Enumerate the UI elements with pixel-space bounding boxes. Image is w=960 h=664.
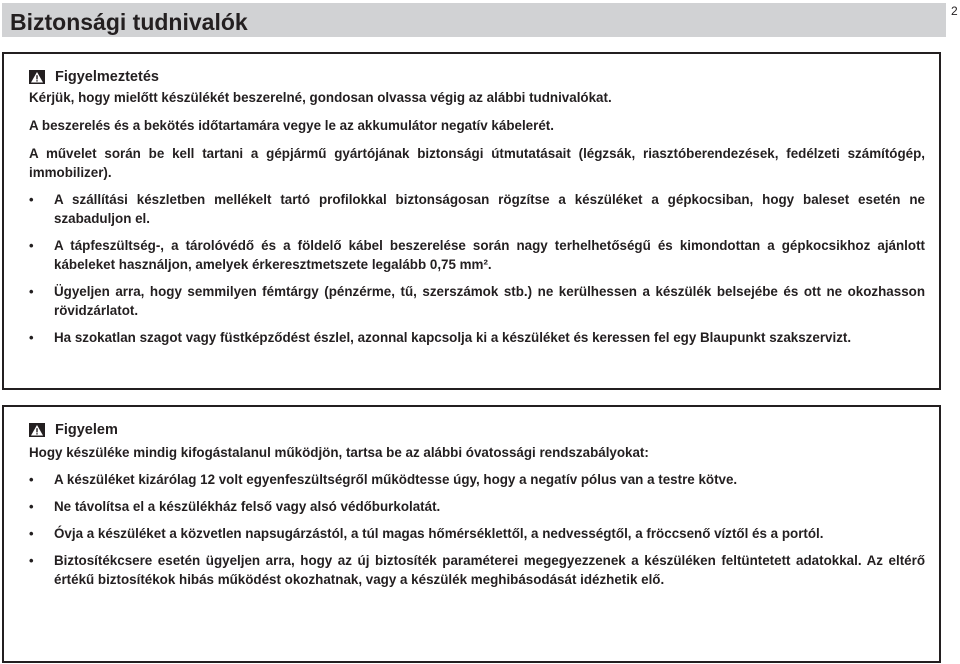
warning-bullet-item: • Ügyeljen arra, hogy semmilyen fémtárgy (pénzérme, tű, szerszámok stb.) ne kerülhessen a készülék belsejébe és ott ne okozhasson rövidzárlatot. <box>29 282 925 320</box>
warning-intro-1: Kérjük, hogy mielőtt készülékét beszerelné, gondosan olvassa végig az alábbi tudnivalókat. <box>29 90 612 105</box>
caution-heading-text: Figyelem <box>55 422 118 438</box>
warning-bullet-list <box>29 190 925 347</box>
header-bar <box>2 3 946 37</box>
warning-heading-text: Figyelmeztetés <box>55 69 159 85</box>
warning-triangle-icon <box>29 423 45 437</box>
caution-box <box>2 405 941 663</box>
caution-bullet-item: • Ne távolítsa el a készülékház felső vagy alsó védőburkolatát. <box>29 497 925 516</box>
caution-bullet-item: • Óvja a készüléket a közvetlen napsugárzástól, a túl magas hőmérséklettől, a nedvességtől, a fröccsenő víztől és a portól. <box>29 524 925 543</box>
warning-bullet-item: • A szállítási készletben mellékelt tartó profilokkal biztonságosan rögzítse a készüléket a gépkocsiban, hogy baleset esetén ne szabaduljon el. <box>29 190 925 228</box>
page-number: 2 <box>951 4 958 18</box>
warning-bullet-item: • A tápfeszültség-, a tárolóvédő és a földelő kábel beszerelése során nagy terhelhetőségű és kimondottan a gépkocsikhoz ajánlott kábeleket használjon, amelyek érkeresztmetszete legalább 0,75 mm². <box>29 236 925 274</box>
warning-triangle-icon <box>29 70 45 84</box>
warning-box <box>2 52 941 390</box>
caution-box-content <box>29 420 925 589</box>
caution-bullet-list <box>29 470 925 589</box>
warning-box-content <box>29 67 925 347</box>
caution-bullet-item: • A készüléket kizárólag 12 volt egyenfeszültségről működtesse úgy, hogy a negatív pólus van a testre kötve. <box>29 470 925 489</box>
caution-intro: Hogy készüléke mindig kifogástalanul működjön, tartsa be az alábbi óvatossági rendszabályokat: <box>29 445 649 460</box>
warning-bullet-item: • Ha szokatlan szagot vagy füstképződést észlel, azonnal kapcsolja ki a készüléket és keressen fel egy Blaupunkt szakszervizt. <box>29 328 925 347</box>
caution-bullet-item: • Biztosítékcsere esetén ügyeljen arra, hogy az új biztosíték paraméterei megegyezzenek a készüléken feltüntetett adatokkal. Az eltérő értékű biztosítékok hibás működést okozhatnak, vagy a készülék meghibásodását idézhetik elő. <box>29 551 925 589</box>
warning-intro-2: A beszerelés és a bekötés időtartamára vegye le az akkumulátor negatív kábelerét. <box>29 118 554 133</box>
caution-heading <box>29 420 925 440</box>
warning-heading <box>29 67 925 87</box>
page-title: Biztonsági tudnivalók <box>10 9 248 35</box>
warning-intro-3: A művelet során be kell tartani a gépjármű gyártójának biztonsági útmutatásait (légzsák, riasztóberendezések, fedélzeti számítógép, immobilizer). <box>29 146 925 180</box>
